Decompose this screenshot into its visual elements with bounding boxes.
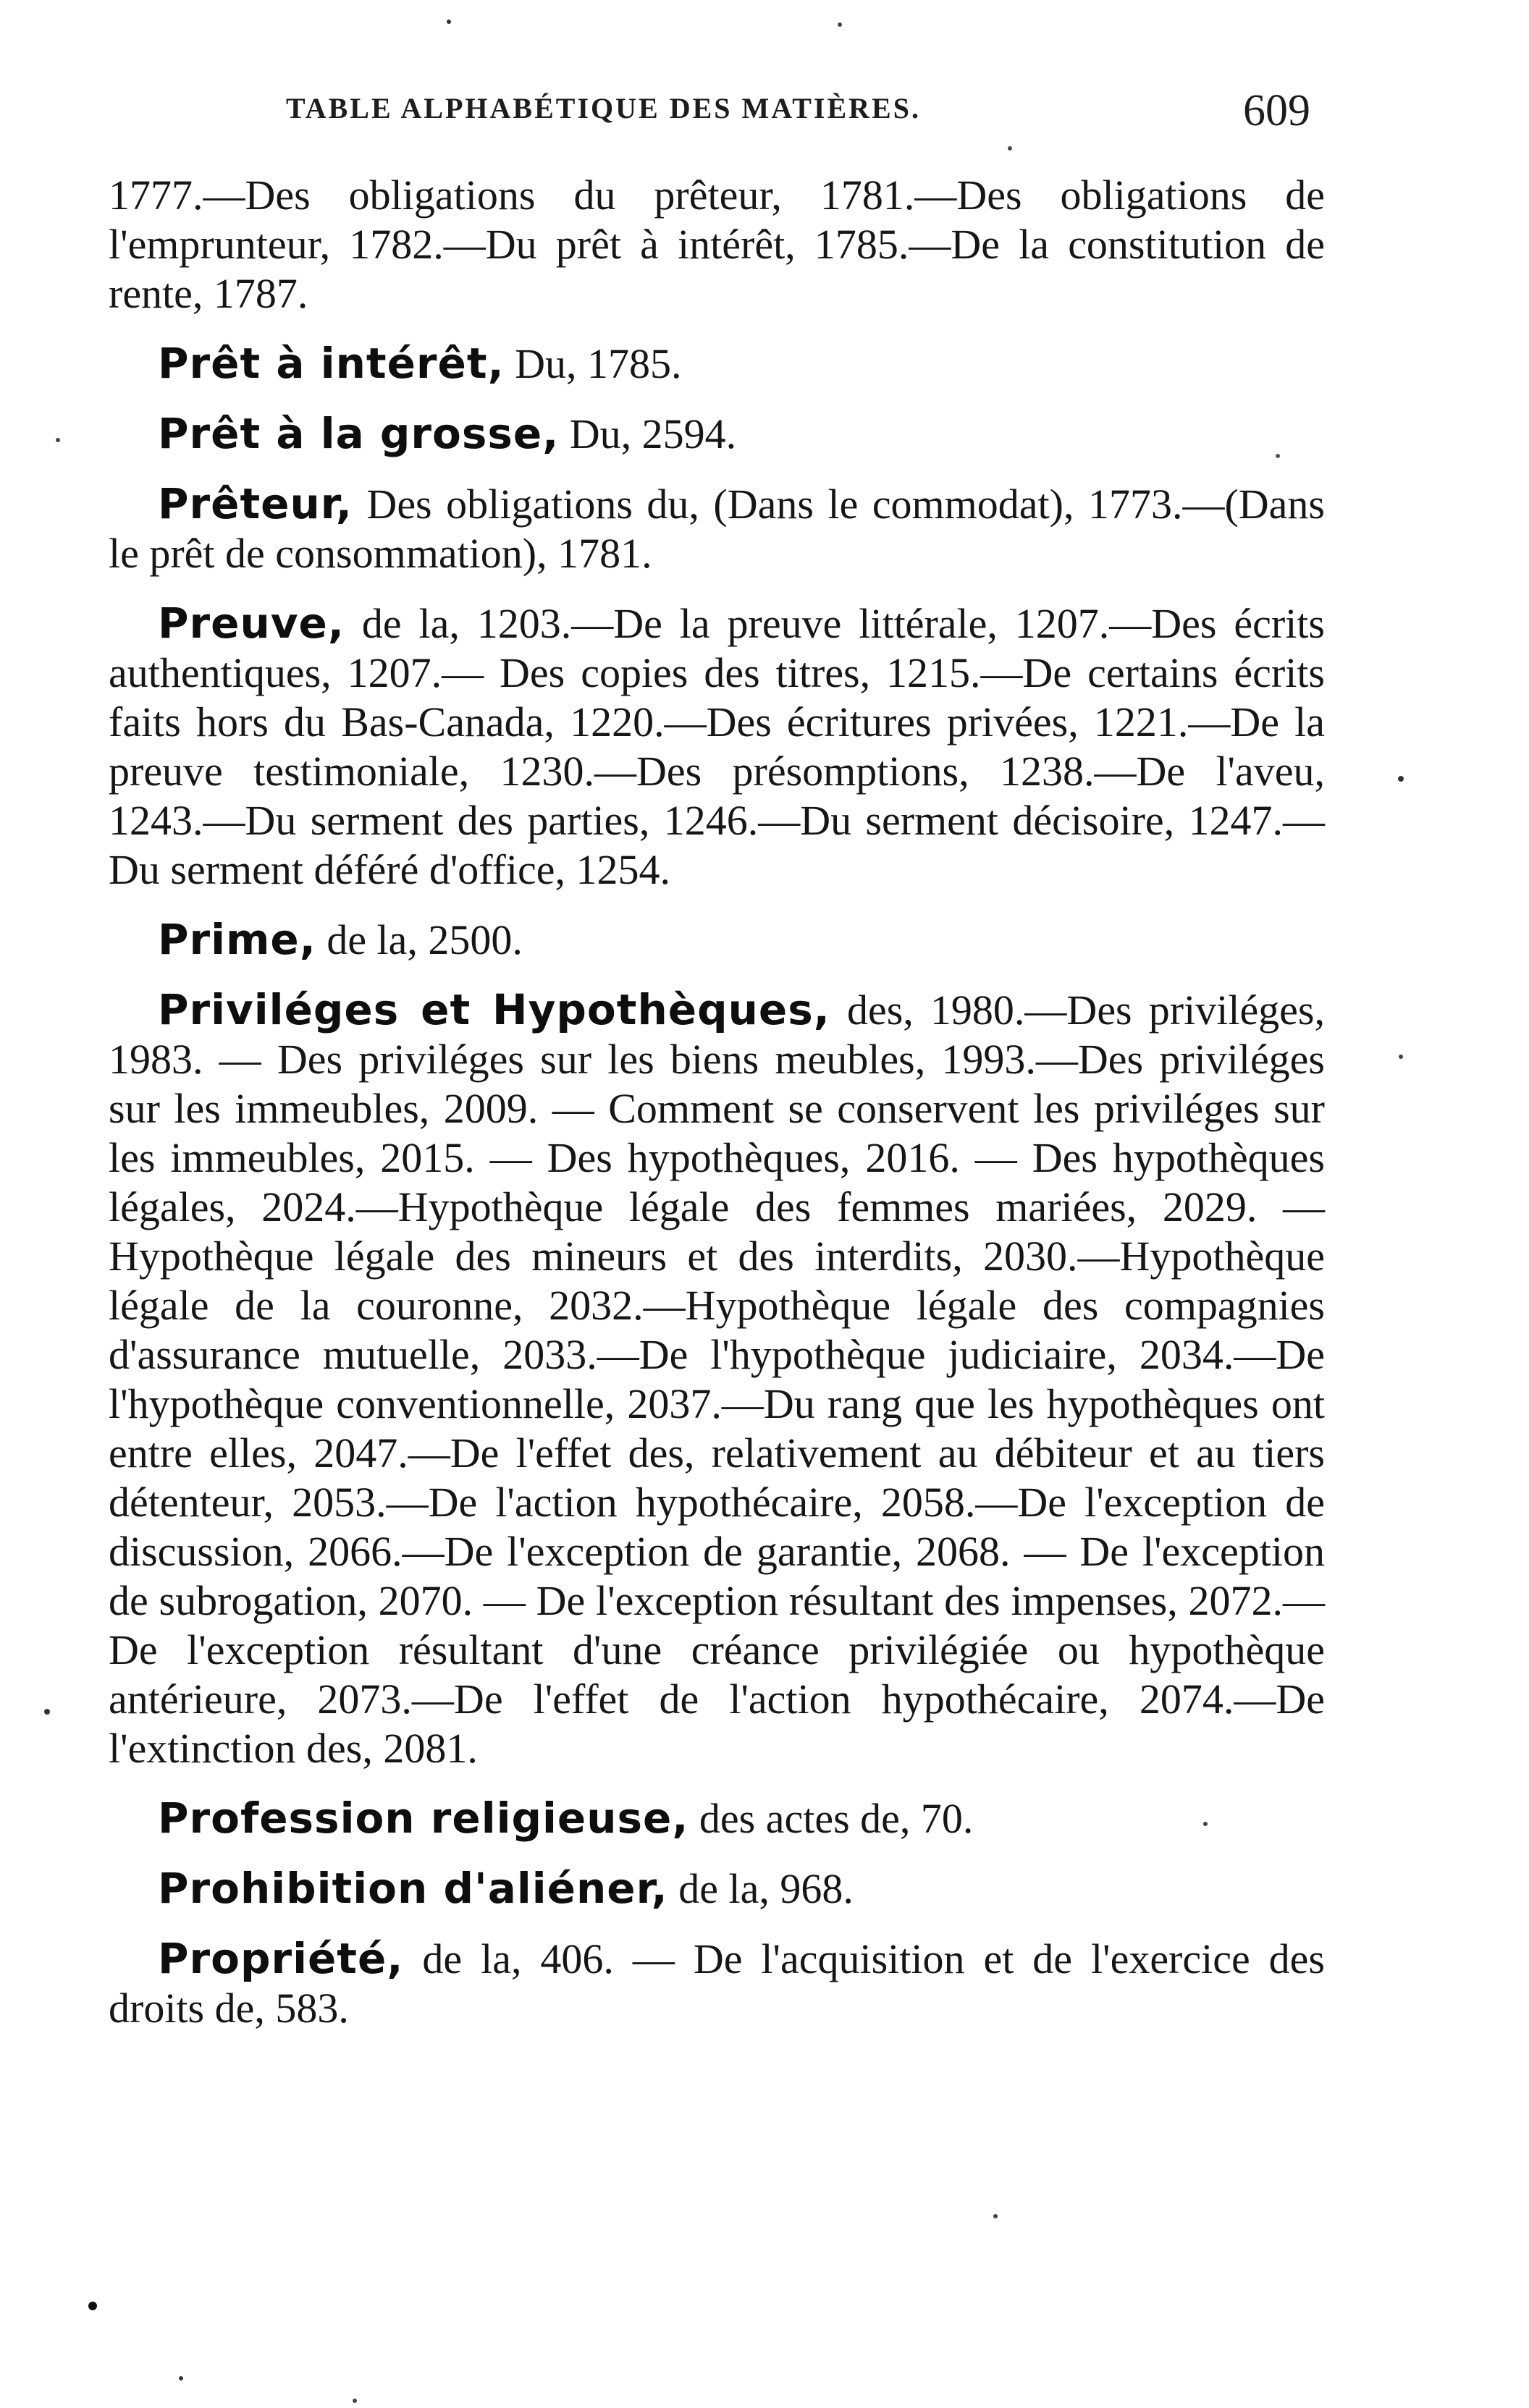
running-title: TABLE ALPHABÉTIQUE DES MATIÈRES. [286,92,921,124]
page-number: 609 [1243,86,1310,135]
continued-entry-text: 1777.—Des obligations du prêteur, 1781.—Des obligations de l'emprunteur, 1782.—Du prêt à intérêt, 1785.—De la constitution de rente, 1787. [109,172,1325,317]
entry-text: de la, 2500. [316,916,523,963]
index-entry-privileges-et-hypotheques [109,985,1325,1773]
entry-text: de la, 406. — De l'acquisition et de l'exercice des droits de, 583. [109,1935,1325,2032]
entry-headword: Prohibition d'aliéner, [158,1864,668,1913]
entry-text: de la, 968. [667,1865,854,1912]
index-entry-propriete [109,1934,1325,2033]
entry-text: des, 1980.—Des priviléges, 1983. — Des priviléges sur les biens meubles, 1993.—Des priviléges sur les immeubles, 2009. — Comment se conservent les priviléges sur les immeubles, 2015. — Des hypothèques, 2016. — Des hypothèques légales, 2024.—Hypothèque légale des femmes mariées, 2029. — Hypothèque légale des mineurs et des interdits, 2030.—Hypothèque légale de la couronne, 2032.—Hypothèque légale des compagnies d'assurance mutuelle, 2033.—De l'hypothèque judiciaire, 2034.—De l'hypothèque conventionnelle, 2037.—Du rang que les hypothèques ont entre elles, 2047.—De l'effet des, relativement au débiteur et au tiers détenteur, 2053.—De l'action hypothécaire, 2058.—De l'exception de discussion, 2066.—De l'exception de garantie, 2068. — De l'exception de subrogation, 2070. — De l'exception résultant des impenses, 2072.—De l'exception résultant d'une créance privilégiée ou hypothèque antérieure, 2073.—De l'effet de l'action hypothécaire, 2074.—De l'extinction des, 2081. [109,987,1326,1772]
index-entry-prohibition-daliener [109,1864,1325,1914]
index-entry-profession-religieuse [109,1794,1325,1843]
entry-text: Du, 2594. [559,410,737,457]
index-entry-prime [109,915,1325,965]
entry-headword: Propriété, [158,1934,404,1983]
entry-headword: Priviléges et Hypothèques, [158,985,830,1034]
index-entry-preuve [109,599,1325,895]
entry-text: des actes de, 70. [688,1795,974,1842]
index-body [109,171,1325,2053]
entry-text: Des obligations du, (Dans le commodat), 1773.—(Dans le prêt de consommation), 1781. [109,481,1325,577]
entry-headword: Prêt à la grosse, [158,409,560,458]
entry-headword: Prêt à intérêt, [158,339,505,388]
index-entry-pret-a-interet [109,339,1325,389]
index-entry-preteur [109,479,1325,578]
entry-headword: Profession religieuse, [158,1794,689,1843]
index-entry-pret-a-la-grosse [109,409,1325,459]
entry-headword: Preuve, [158,599,345,648]
entry-headword: Prime, [158,915,316,964]
entry-text: de la, 1203.—De la preuve littérale, 1207.—Des écrits authentiques, 1207.— Des copies des titres, 1215.—De certains écrits faits hors du Bas-Canada, 1220.—Des écritures privées, 1221.—De la preuve testimoniale, 1230.—Des présomptions, 1238.—De l'aveu, 1243.—Du serment des parties, 1246.—Du serment décisoire, 1247.—Du serment déféré d'office, 1254. [109,600,1325,893]
entry-headword: Prêteur, [158,479,353,528]
page-header [116,85,1310,143]
entry-text: Du, 1785. [504,340,682,387]
